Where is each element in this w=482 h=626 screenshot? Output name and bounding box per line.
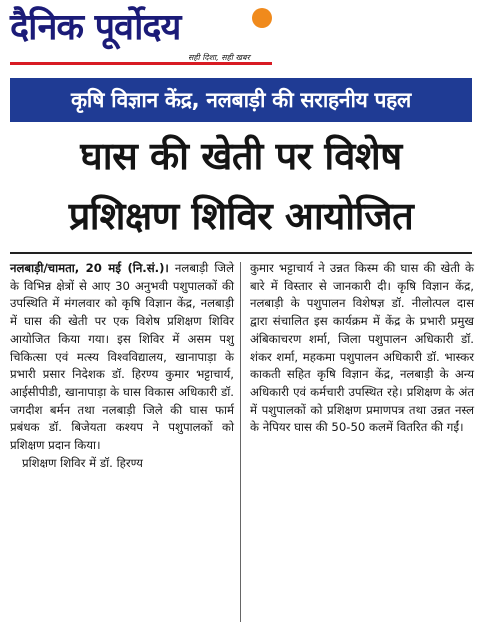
dateline: नलबाड़ी/चामता, 20 मई (नि.सं.)। (10, 261, 169, 275)
headline-line-1: घास की खेती पर विशेष (80, 134, 402, 178)
masthead (0, 0, 482, 72)
headline (10, 126, 472, 246)
article-body-right: कुमार भट्टाचार्य ने उन्नत किस्म की घास की खेती के बारे में विस्तार से जानकारी दी। कृषि विज्ञान केंद्र, नलबाड़ी के पशुपालन विशेषज्ञ डॉ. नीलोत्पल दास द्वारा संचालित इस कार्यक्रम में केंद्र के प्रभारी प्रमुख अंबिकाचरण शर्मा, जिला पशुपालन अधिकारी डॉ. शंकर शर्मा, महकमा पशुपालन अधिकारी डॉ. भास्कर काकती सहित कृषि विज्ञान केंद्र, नलबाड़ी के अन्य अधिकारी एवं कर्मचारी उपस्थित रहे। प्रशिक्षण के अंत में पशुपालकों को प्रशिक्षण प्रमाणपत्र तथा उन्नत नस्ल के नेपियर घास की 50-50 कलमें वितरित की गईं। (250, 261, 474, 435)
article-body-left: नलबाड़ी जिले के विभिन्न क्षेत्रों से आए 30 अनुभवी पशुपालकों की उपस्थिति में मंगलवार को कृषि विज्ञान केंद्र, नलबाड़ी में घास की खेती पर एक विशेष प्रशिक्षण शिविर आयोजित किया गया। इस शिविर में असम पशु चिकित्सा एवं मत्स्य विश्वविद्यालय, खानापाड़ा के प्रभारी प्रसार निदेशक डॉ. हिरण्य कुमार भट्टाचार्य, आईसीपीडी, खानापाड़ा के घास विकास अधिकारी डॉ. जगदीश बर्मन तथा नलबाड़ी जिले की घास फार्म प्रबंधक डॉ. बिजेयता कश्यप ने पशुपालकों को प्रशिक्षण प्रदान किया। (10, 261, 234, 453)
sun-logo-icon (252, 8, 272, 28)
article-body-left-continued: प्रशिक्षण शिविर में डॉ. हिरण्य (22, 455, 143, 470)
article-column-left (10, 260, 234, 472)
article-column-right (250, 260, 474, 437)
kicker-text: कृषि विज्ञान केंद्र, नलबाड़ी की सराहनीय पहल (71, 88, 411, 112)
headline-line-2: प्रशिक्षण शिविर आयोजित (68, 194, 414, 238)
kicker-banner (10, 78, 472, 122)
column-divider (240, 262, 241, 622)
article-rule (10, 252, 472, 254)
masthead-tagline: सही दिशा, सही खबर (188, 53, 250, 62)
masthead-title: दैनिक पूर्वोदय (10, 7, 181, 48)
